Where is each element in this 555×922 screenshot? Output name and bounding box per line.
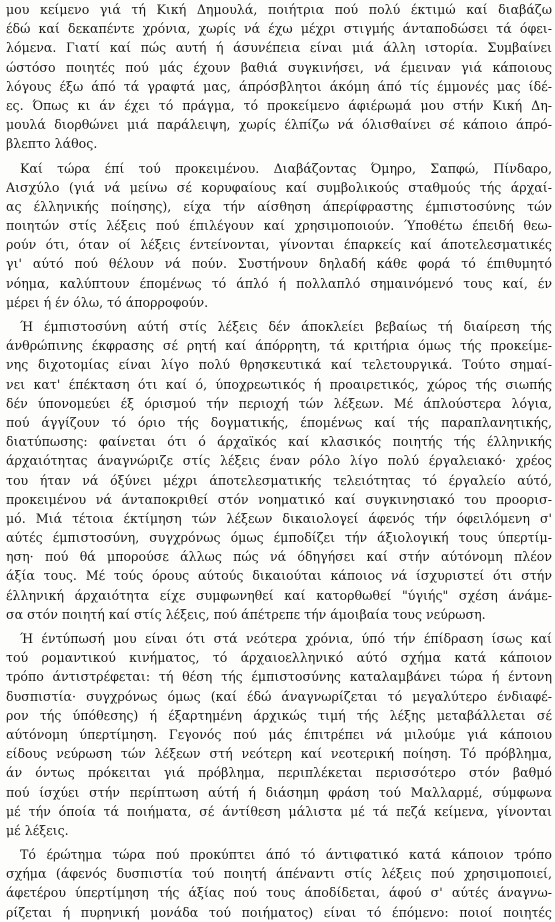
text-line: άξία τους. Μέ τούς όρους αύτούς δικαιούται κάποιος νά ίσχυριστεί ότι στήν xyxy=(6,568,552,584)
text-line: είδους νεύρωση τών λέξεων στή νεότερη καί νεοτερική ποίηση. Τό πρόβλημα, xyxy=(6,746,552,762)
text-line: σχήμα (άφενός δυσπιστία τού ποιητή άπέναντι στίς λέξεις πού χρησιμοποιεί, xyxy=(6,866,552,882)
text-line: νόημα, καλύπτουν έπομένως τό άπλό ή πολλαπλό σημαινόμενό τους καί, έν xyxy=(6,275,552,291)
text-line: ηση· πού θά μπορούσε άλλως πώς νά όδηγήσει καί στήν αύτόνομη πλέον xyxy=(6,549,552,565)
text-line: βλεπτο λάθος. xyxy=(6,136,98,152)
text-line: άρχαιότητας άναγνώριζε στίς λέξεις έναν ρόλο λίγο πολύ έργαλειακό· χρέος xyxy=(6,453,552,469)
text-line: ώστόσο ποιητές πού μάς έχουν βαθιά συγκινήσει, νά έμειναν γιά κάποιους xyxy=(6,59,552,75)
text-line: δυσπιστία· συγχρόνως όμως (καί έδώ άναγνωρίζεται τό μεγαλύτερο ένδιαφέ- xyxy=(6,688,552,704)
text-line: δέν ύπονομεύει έξ όρισμού τήν περιοχή τών λέξεων. Μέ άπλούστερα λόγια, xyxy=(6,395,552,411)
text-line: του ήταν νά όξύνει μέχρι άποτελεσματικής τελειότητας τό έργαλείο αύτό, xyxy=(6,472,552,488)
text-line: τρόπο άντιστρέφεται: τή θέση τής έμπιστοσύνης καταλαμβάνει τώρα ή έντονη xyxy=(6,669,552,685)
text-line: άν όντως πρόκειται γιά πρόβλημα, περιπλέκεται περισσότερο στόν βαθμό xyxy=(6,765,552,781)
text-line: άφετέρου ύπερτίμηση τής άξίας πού τους άποδίδεται, άφού σ' αύτές άναγνω- xyxy=(6,885,552,901)
text-line: γι' αύτό πού θέλουν νά πούν. Συστήνουν δηλαδή κάθε φορά τό έπιθυμητό xyxy=(6,256,552,272)
text-line: τού ρομαντικού κινήματος, τό άρχαιοελληνικό αύτό σχήμα κατά κάποιον xyxy=(6,650,552,666)
text-line: έλληνική άρχαιότητα είχε συμφωνηθεί καί κατορθωθεί "ύγιής" σχέση άνάμε- xyxy=(6,587,552,603)
text-line: άνθρώπινης έκφρασης σέ ρητή καί άπόρρητη, τά κριτήρια όμως τής προκείμε- xyxy=(6,338,552,354)
document-body xyxy=(6,0,552,922)
text-line: μέρει ή έν όλω, τό άπορροφούν. xyxy=(6,294,209,310)
text-line: μό. Μιά τέτοια έκτίμηση τών λέξεων δικαιολογεί άφενός τήν όφειλόμενη σ' xyxy=(6,510,552,526)
text-line: ρίζεται ή πυρηνική μονάδα τού ποιήματος) είναι τό έπόμενο: ποιοί ποιητές xyxy=(6,904,552,920)
paragraph xyxy=(6,0,552,154)
text-line: πού άγγίζουν τό όριο τής δογματικής, έπομένως καί τής παραπλανητικής, xyxy=(6,414,552,430)
text-line: ρον τής ύπόθεσης) ή έξαρτημένη άρχικώς τιμή τής λέξης μεταβάλλεται σέ xyxy=(6,707,552,723)
text-line: προκειμένου νά άνταποκριθεί στόν νοηματικό καί συγκινησιακό του προορισ- xyxy=(6,491,552,507)
text-line: πού ίσχύει στήν περίπτωση αύτή ή διάσημη φράση τού Μαλλαρμέ, σύμφωνα xyxy=(6,784,552,800)
text-line: σα στόν ποιητή καί στίς λέξεις, πού άπέτρεπε τήν άμοιβαία τους νεύρωση. xyxy=(6,606,486,622)
text-line: μέ τήν όποία τά ποιήματα, σέ άντίθεση μάλιστα μέ τά πεζά κείμενα, γίνονται xyxy=(6,803,552,819)
text-line: Αισχύλο (γιά νά μείνω σέ κορυφαίους καί συμβολικούς σταθμούς τής άρχαί- xyxy=(6,179,552,195)
text-line: έδώ καί δεκαπέντε χρόνια, χωρίς νά έχω μέχρι στιγμής άνταποδώσει τά όφει- xyxy=(6,21,552,37)
text-line: διατύπωσης: φαίνεται ότι ό άρχαϊκός καί κλασικός ποιητής τής έλληνικής xyxy=(6,434,552,450)
text-line: λόμενα. Γιατί καί πώς αυτή ή άσυνέπεια είναι μιά άλλη ιστορία. Συμβαίνει xyxy=(6,40,552,56)
paragraph xyxy=(6,159,552,313)
paragraph xyxy=(6,317,552,624)
text-line: Ή έμπιστοσύνη αύτή στίς λέξεις δέν άποκλείει βεβαίως τή διαίρεση τής xyxy=(20,319,552,334)
text-line: Τό έρώτημα τώρα πού προκύπτει άπό τό άντιφατικό κατά κάποιον τρόπο xyxy=(20,847,552,863)
text-line: νει κατ' έπέκταση ότι καί ό, ύποχρεωτικός ή προαιρετικός, χώρος τής σιωπής xyxy=(6,376,552,392)
text-line: αύτόνομη ύπερτίμηση. Γεγονός πού μάς έπιτρέπει νά μιλούμε γιά κάποιου xyxy=(6,726,552,742)
text-line: μουλά διορθώνει μιά παράλειψη, χωρίς έλπίζω νά όλισθαίνει σέ κάποιο άπρό- xyxy=(6,117,552,133)
text-line: ες. Όπως κι άν έχει τό πράγμα, τό προκείμενο άφιέρωμά μου στήν Κική Δη- xyxy=(6,97,552,113)
text-line: Καί τώρα έπί τού προκειμένου. Διαβάζοντας Όμηρο, Σαπφώ, Πίνδαρο, xyxy=(20,160,552,176)
text-line: ρούν ότι, όταν οί λέξεις έντείνονται, γίνονται έπαρκείς καί άποτελεσματικές xyxy=(6,237,552,253)
text-line: Ή έντύπωσή μου είναι ότι στά νεότερα χρόνια, ύπό τήν έπίδραση ίσως καί xyxy=(20,631,552,646)
text-line: μου κείμενο γιά τή Κική Δημουλά, ποιήτρια πού πολύ έκτιμώ καί διαβάζω xyxy=(6,2,552,17)
text-line: αύτές έμπιστοσύνη, συγχρόνως όμως έμποδίζει τήν άξιολογική τους ύπερτίμ- xyxy=(6,530,552,546)
text-line: μέ λέξεις. xyxy=(6,822,69,838)
text-line: νης διχοτομίας είναι λίγο πολύ θρησκευτικά καί τελετουργικά. Τούτο σημαί- xyxy=(6,357,552,373)
paragraph xyxy=(6,629,552,840)
text-line: λόγους έξω άπό τά γραφτά μας, άπρόσβλητοι άκόμη άπό τίς έμμονές μας ίδέ- xyxy=(6,78,552,94)
paragraph xyxy=(6,845,552,922)
text-line: ας έλληνικής ποίησης), είχα τήν αίσθηση άπερίφραστης έμπιστοσύνης τών xyxy=(6,198,552,214)
text-line: ποιητών στίς λέξεις πού έπιλέγουν καί χρησιμοποιούν. Ύποθέτω έπειδή θεω- xyxy=(6,218,552,234)
